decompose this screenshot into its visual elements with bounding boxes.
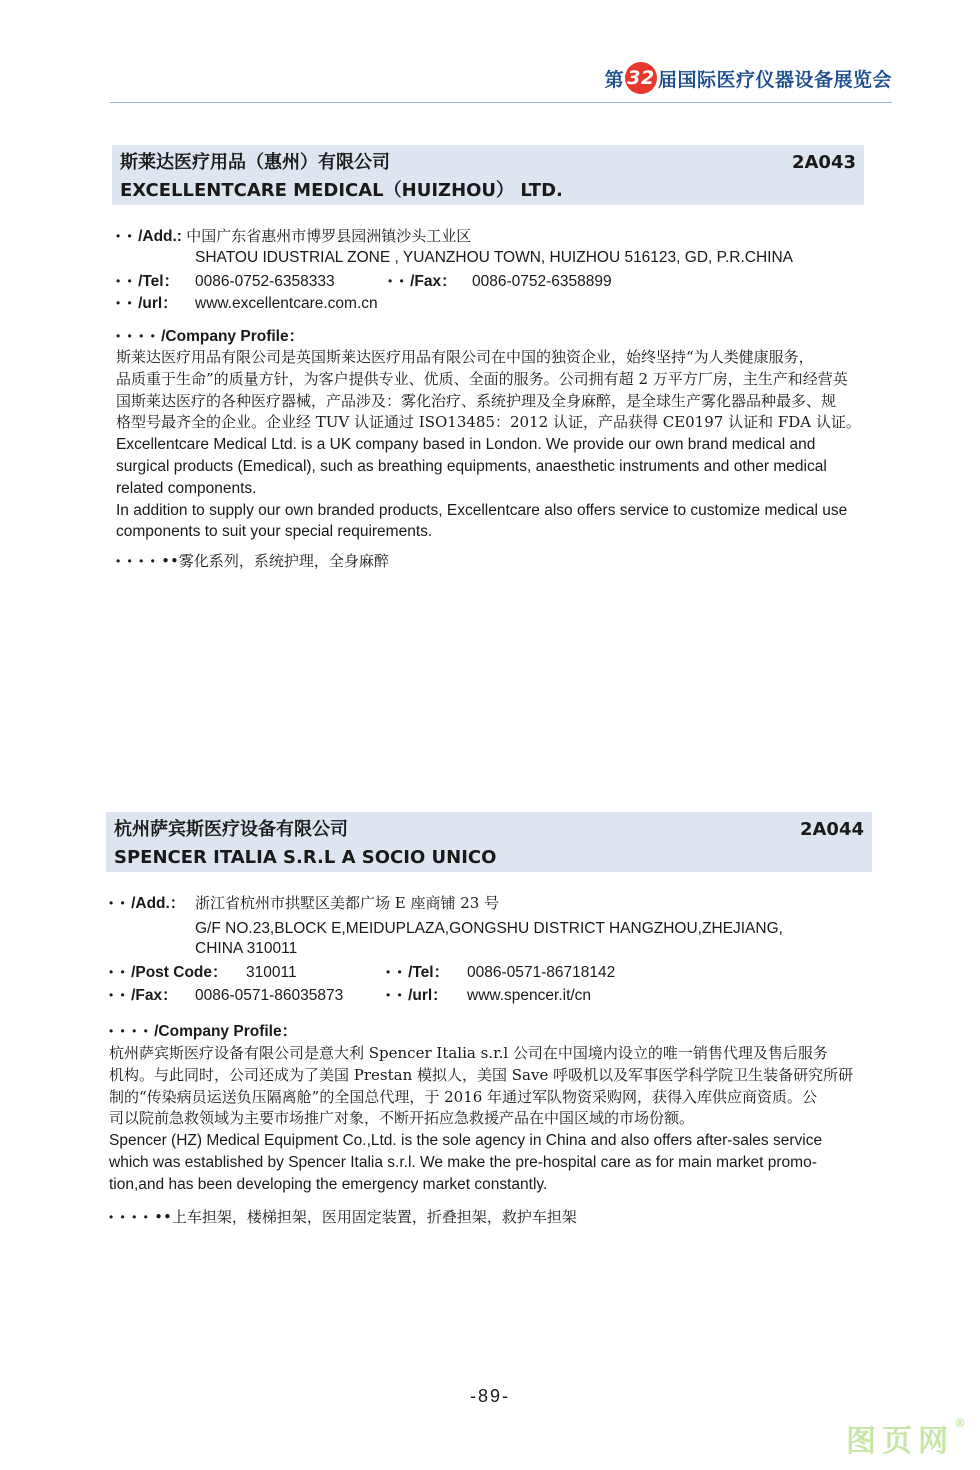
profile-en-line: Excellentcare Medical Ltd. is a UK company based in London. We provide our own brand medical and (116, 436, 816, 454)
profile-en-line: In addition to supply our own branded products, Excellentcare also offers service to customize medical use (116, 501, 848, 519)
url-label: /url： (408, 987, 448, 1004)
company-2-post-line (109, 962, 228, 983)
bullet: • • (388, 274, 406, 288)
company-1-fax: 0086-0752-6358899 (472, 273, 612, 290)
company-2-tel-line (386, 962, 449, 983)
tel-label: /Tel： (138, 273, 180, 290)
company-2-address-cn: 浙江省杭州市拱墅区美都广场 E 座商铺 23 号 (195, 894, 500, 912)
profile-cn-line: 司以院前急救领域为主要市场推广对象，不断开拓应急救援产品在中国区域的市场份额。 (109, 1109, 695, 1128)
company-1-products-line (116, 551, 389, 572)
company-2-name-cn: 杭州萨宾斯医疗设备有限公司 (114, 819, 348, 840)
title-suffix: 届国际医疗仪器设备展览会 (657, 68, 892, 91)
profile-en-line: related components. (116, 479, 257, 497)
company-2-address-line (109, 893, 185, 914)
bullet: • • • • (109, 1210, 150, 1224)
profile-cn-line: 制的“传染病员运送负压隔离舱”的全国总代理，于 2016 年通过军队物资采购网，获得入库供应商资质。公 (109, 1087, 818, 1106)
company-2-fax-line (109, 985, 178, 1006)
company-2-post-code: 310011 (246, 964, 297, 981)
url-label: /url： (138, 295, 178, 312)
profile-cn-line: 格型号最齐全的企业。企业经 TUV 认证通过 ISO13485：2012 认证，产品获得 CE0197 认证和 FDA 认证。 (116, 413, 861, 432)
title-prefix: 第 (604, 68, 624, 91)
profile-en-line: Spencer (HZ) Medical Equipment Co.,Ltd. is the sole agency in China and also offers after-sales service (109, 1132, 823, 1150)
company-2-title-band (106, 812, 872, 872)
bullet: • • • • (116, 554, 157, 568)
company-1-profile (116, 347, 866, 543)
company-2-profile-heading (109, 1021, 297, 1042)
bullet: • • • • (116, 329, 157, 343)
profile-cn-line: 机构。与此同时，公司还成为了美国 Prestan 模拟人，美国 Save 呼吸机以及军事医学科学院卫生装备研究所研 (109, 1065, 854, 1084)
bullet: • • (109, 896, 127, 910)
company-1-products: ••雾化系列，系统护理，全身麻醉 (161, 552, 389, 570)
registered-mark: ® (954, 1416, 966, 1430)
company-1-title-band (112, 145, 864, 205)
fax-label: /Fax： (410, 273, 457, 290)
profile-label: /Company Profile： (154, 1023, 298, 1040)
company-1-name-cn: 斯莱达医疗用品（惠州）有限公司 (120, 152, 390, 173)
company-1-address-en: SHATOU IDUSTRIAL ZONE , YUANZHOU TOWN, HUIZHOU 516123, GD, P.R.CHINA (195, 249, 794, 266)
bullet: • • (116, 229, 134, 243)
bullet: • • • • (109, 1024, 150, 1038)
post-code-label: /Post Code： (131, 964, 228, 981)
company-1-tel: 0086-0752-6358333 (195, 273, 335, 290)
bullet: • • (116, 274, 134, 288)
profile-en-line: surgical products (Emedical), such as breathing equipments, anaesthetic instruments and other medical (116, 457, 827, 475)
company-2-address-en-2: CHINA 310011 (195, 940, 298, 957)
company-2-name-en: SPENCER ITALIA S.R.L A SOCIO UNICO (114, 847, 497, 868)
company-2-products-line (109, 1207, 577, 1228)
company-2-address-en-1: G/F NO.23,BLOCK E,MEIDUPLAZA,GONGSHU DISTRICT HANGZHOU,ZHEJIANG, (195, 920, 783, 937)
company-2-url[interactable]: www.spencer.it/cn (467, 987, 592, 1004)
address-label: /Add.: (138, 228, 182, 245)
site-watermark (846, 1416, 966, 1460)
company-2-tel: 0086-0571-86718142 (467, 964, 616, 981)
watermark-text: 图页网 (846, 1424, 954, 1459)
company-1-booth: 2A043 (791, 152, 856, 173)
company-2-url-line (386, 985, 448, 1006)
address-label: /Add.： (131, 895, 186, 912)
company-1-tel-line (116, 271, 179, 292)
company-2-products: ••上车担架，楼梯担架，医用固定装置，折叠担架，救护车担架 (154, 1208, 577, 1226)
profile-cn-line: 斯莱达医疗用品有限公司是英国斯莱达医疗用品有限公司在中国的独资企业，始终坚持“为人类健康服务， (116, 348, 814, 366)
company-1-url-line (116, 293, 178, 314)
tel-label: /Tel： (408, 964, 450, 981)
exhibition-title (604, 62, 892, 94)
company-1-url[interactable]: www.excellentcare.com.cn (195, 295, 378, 312)
company-2-profile (109, 1043, 872, 1196)
fax-label: /Fax： (131, 987, 178, 1004)
company-1-address-cn: 中国广东省惠州市博罗县园洲镇沙头工业区 (186, 227, 472, 245)
company-2-booth: 2A044 (799, 819, 864, 840)
company-1-profile-heading (116, 326, 304, 347)
page-number: -89- (469, 1386, 510, 1406)
header-divider (110, 102, 892, 103)
edition-number-badge: 32 (625, 62, 657, 94)
profile-cn-line: 国斯莱达医疗的各种医疗器械，产品涉及：雾化治疗、系统护理及全身麻醉，是全球生产雾化器品种最多、规 (116, 391, 837, 410)
bullet: • • (109, 965, 127, 979)
bullet: • • (386, 965, 404, 979)
profile-cn-line: 品质重于生命”的质量方针，为客户提供专业、优质、全面的服务。公司拥有超 2 万平方厂房，主生产和经营英 (116, 369, 848, 388)
company-1-name-en: EXCELLENTCARE MEDICAL（HUIZHOU） LTD. (120, 180, 563, 201)
bullet: • • (386, 988, 404, 1002)
profile-en-line: components to suit your special requirements. (116, 523, 433, 541)
bullet: • • (116, 296, 134, 310)
company-1-address-line (116, 226, 471, 247)
bullet: • • (109, 988, 127, 1002)
profile-en-line: which was established by Spencer Italia s.r.l. We make the pre-hospital care as for main market promo- (109, 1153, 817, 1171)
profile-en-line: tion,and has been developing the emergency market constantly. (109, 1175, 548, 1193)
company-1-fax-line (388, 271, 457, 292)
profile-cn-line: 杭州萨宾斯医疗设备有限公司是意大利 Spencer Italia s.r.l 公司在中国境内设立的唯一销售代理及售后服务 (109, 1044, 828, 1062)
company-2-fax: 0086-0571-86035873 (195, 987, 344, 1004)
profile-label: /Company Profile： (161, 328, 305, 345)
